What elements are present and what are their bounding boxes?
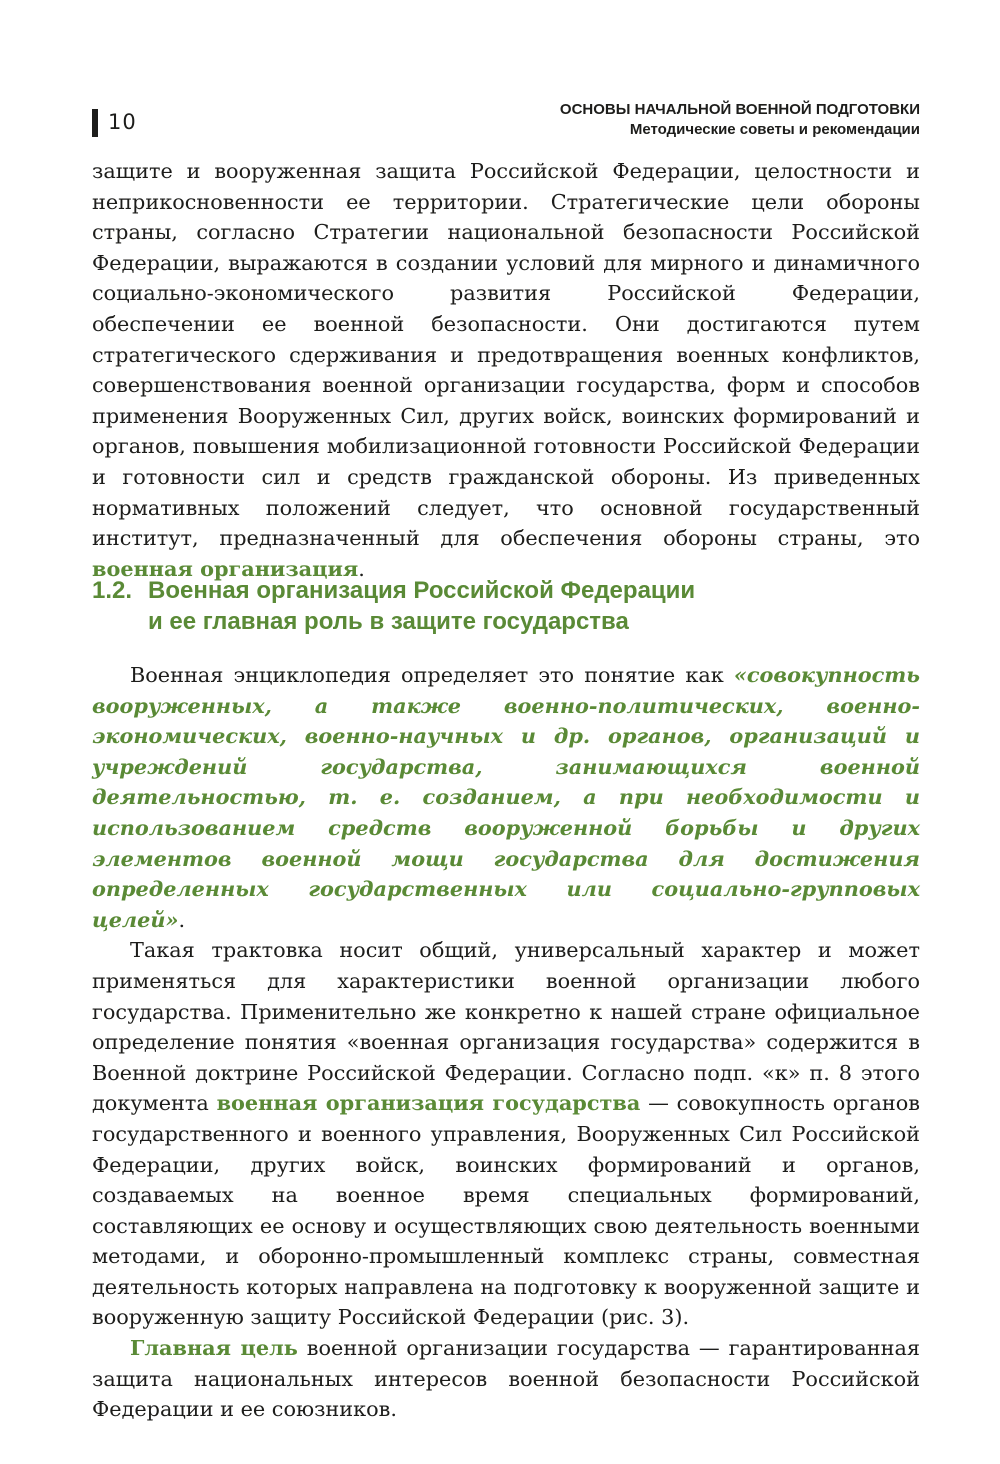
paragraph-definition (92, 660, 920, 935)
paragraph-end: . (358, 556, 365, 581)
paragraph-text: Военная энциклопедия определяет это понятие как (130, 663, 734, 687)
paragraph-text: защите и вооруженная защита Российской Федерации, целостности и неприкосновенности ее территории. Стратегические цели обороны страны, согласно Стратегии национальной безопасности Российской Федерации, выражаются в создании условий для мирного и динамичного социально-экономического развития Российской Федерации, обеспечении ее военной безопасности. Они достигаются путем стратегического сдерживания и предотвращения военных конфликтов, совершенствования военной организации государства, форм и способов применения Вооруженных Сил, других войск, воинских формирований и органов, повышения мобилизационной готовности Российской Федерации и готовности сил и средств гражданской обороны. Из приведенных нормативных положений следует, что основной государственный институт, предназначенный для обеспечения обороны страны, это (92, 159, 920, 551)
term-highlight: военная организация государства (216, 1090, 641, 1116)
encyclopedia-quote: «совокупность вооруженных, а также военно-политических, военно-экономических, военно-научных и др. органов, организаций и учреждений государства, занимающихся военной деятельностью, т. е. созданием, а при необходимости и использованием средств вооруженной борьбы и других элементов военной мощи государства для достижения определенных государственных или социально-групповых целей» (92, 662, 920, 932)
paragraph-end: . (178, 907, 186, 932)
section-title-line1: Военная организация Российской Федерации (148, 577, 696, 604)
running-subtitle: Методические советы и рекомендации (629, 121, 920, 138)
paragraph-text: военной организации государства — гарантированная защита национальных интересов военной безопасности Российской Федерации и ее союзников. (92, 1336, 920, 1422)
paragraph-text-after: — совокупность органов государственного и военного управления, Вооруженных Сил Российской Федерации, других войск, воинских формирований и органов, создаваемых на военное время специальных формирований, составляющих ее основу и осуществляющих свою деятельность военными методами, и оборонно-промышленный комплекс страны, совместная деятельность которых направлена на подготовку к вооруженной защите и вооруженную защиту Российской Федерации (рис. 3). (92, 1091, 920, 1330)
paragraph-continuation (92, 156, 920, 584)
running-title: ОСНОВЫ НАЧАЛЬНОЙ ВОЕННОЙ ПОДГОТОВКИ (559, 101, 920, 118)
term-highlight: Главная цель (130, 1335, 298, 1361)
body-text-top (92, 156, 920, 584)
page-header (0, 0, 1000, 150)
paragraph-doctrine (92, 935, 920, 1333)
page-number-bar (92, 109, 98, 137)
paragraph-main-goal (92, 1333, 920, 1425)
page-number: 10 (108, 110, 137, 134)
body-text-section (92, 660, 920, 1425)
term-highlight: военная организация (92, 555, 359, 581)
section-heading (92, 575, 920, 637)
paragraph-text-before: Такая трактовка носит общий, универсальный характер и может применяться для характеристики военной организации любого государства. Применительно же конкретно к нашей стране официальное определение понятия «военная организация государства» содержится в Военной доктрине Российской Федерации. Согласно подп. «к» п. 8 этого документа (92, 938, 920, 1116)
running-head (560, 100, 920, 140)
section-number: 1.2. (92, 577, 133, 604)
section-title-line2: и ее главная роль в защите государства (148, 608, 629, 635)
